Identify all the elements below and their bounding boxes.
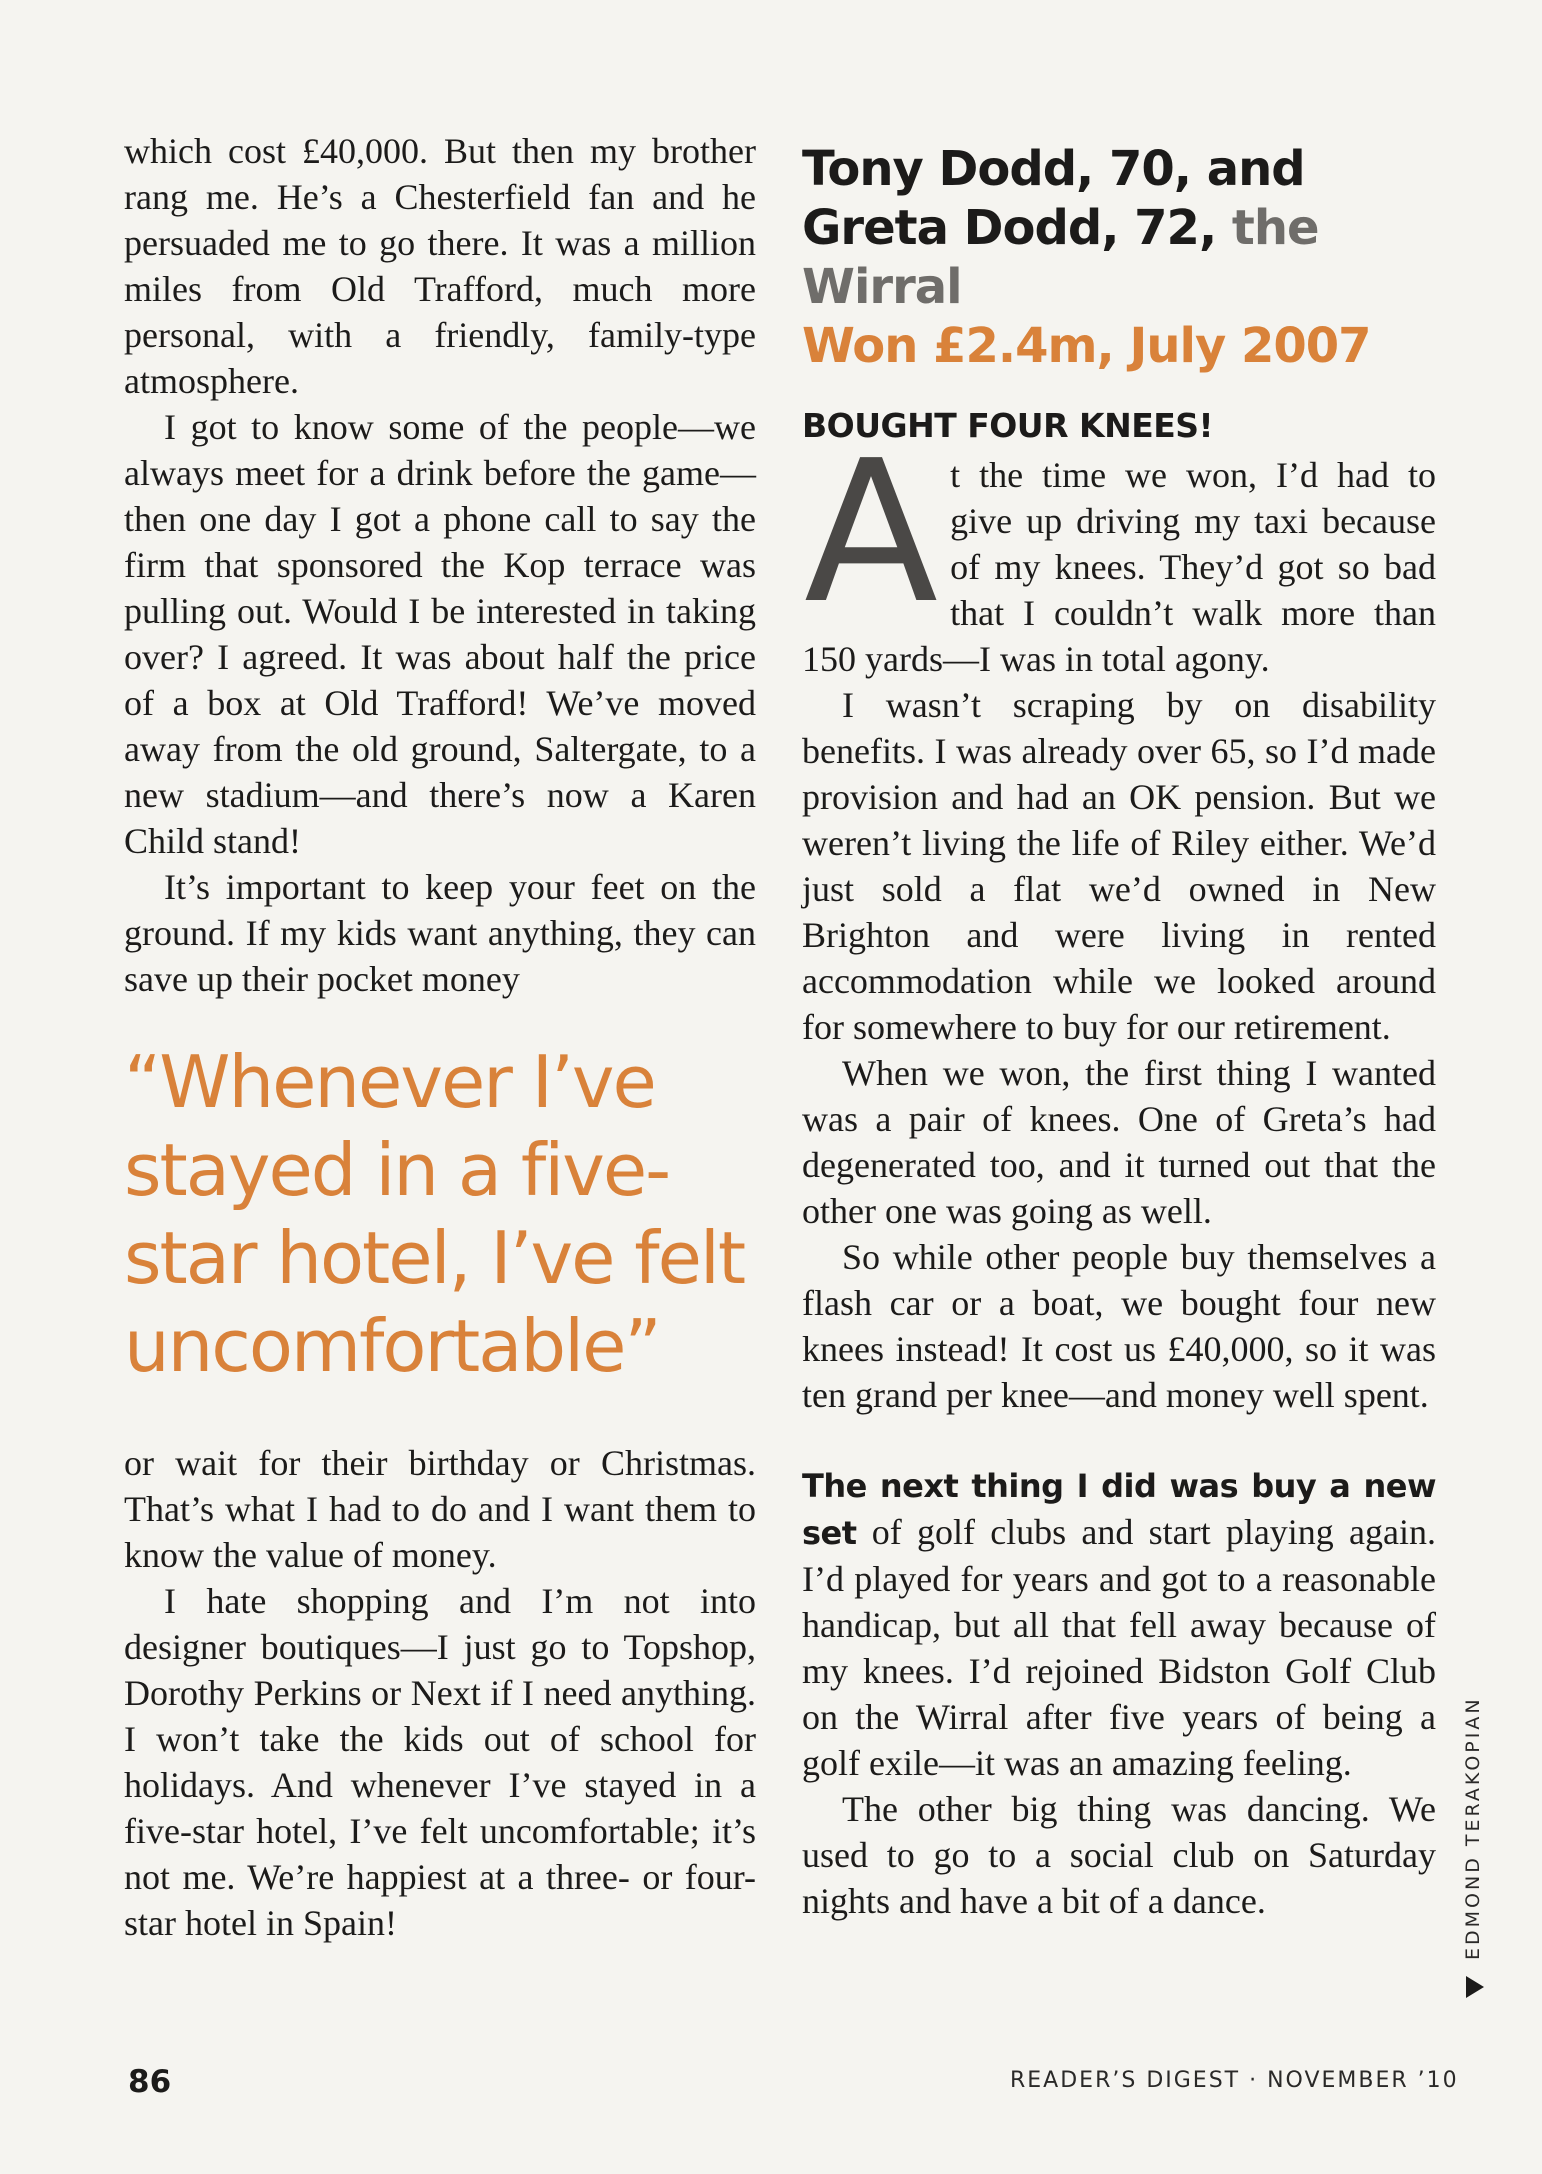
body-paragraph: I wasn’t scraping by on disability benefits. I was already over 65, so I’d made provision and had an OK pension. But we weren’t living the life of Riley either. We’d just sold a flat we’d owned in New Brighton and were living in rented accommodation while we looked around for somewhere to buy for our retirement. bbox=[802, 685, 1436, 1047]
runin-lead: The next thing I did was buy a new set bbox=[802, 1467, 1436, 1552]
right-column bbox=[802, 128, 1436, 1924]
runin-text: of golf clubs and start playing again. I’d played for years and got to a reasonable handicap, but all that fell away because of my knees. I’d rejoined Bidston Golf Club on the Wirral after five years of being a golf exile—it was an amazing feeling. bbox=[802, 1512, 1436, 1783]
left-column bbox=[124, 128, 756, 1946]
body-paragraph: It’s important to keep your feet on the ground. If my kids want anything, they can save up their pocket money bbox=[124, 867, 756, 999]
page-number: 86 bbox=[128, 2064, 172, 2100]
profile-names: Tony Dodd, 70, and Greta Dodd, 72, bbox=[802, 141, 1305, 256]
body-paragraph: So while other people buy themselves a flash car or a boat, we bought four new knees instead! It cost us £40,000, so it was ten grand per knee—and money well spent. bbox=[802, 1237, 1436, 1415]
body-paragraph: I got to know some of the people—we always meet for a drink before the game—then one day I got a phone call to say the firm that sponsored the Kop terrace was pulling out. Would I be interested in taking over? I agreed. It was about half the price of a box at Old Trafford! We’ve moved away from the old ground, Saltergate, to a new stadium—and there’s now a Karen Child stand! bbox=[124, 407, 756, 861]
section-heading: BOUGHT FOUR KNEES! bbox=[802, 406, 1214, 445]
profile-heading bbox=[802, 140, 1436, 376]
profile-win: Won £2.4m, July 2007 bbox=[802, 318, 1371, 374]
photo-credit: EDMOND TERAKOPIAN bbox=[1462, 1696, 1484, 1960]
profile-location: the Wirral bbox=[802, 200, 1319, 315]
first-paragraph-text: t the time we won, I’d had to give up driving my taxi because of my knees. They’d got so bad that I couldn’t walk more than 150 yards—I was in total agony. bbox=[802, 455, 1436, 679]
body-paragraph bbox=[802, 1462, 1436, 1786]
section-gap bbox=[802, 1418, 1436, 1462]
body-paragraph: or wait for their birthday or Christmas. That’s what I had to do and I want them to know the value of money. bbox=[124, 1443, 756, 1575]
drop-cap: A bbox=[804, 419, 939, 647]
running-footer: READER’S DIGEST · NOVEMBER ’10 bbox=[1010, 2068, 1459, 2093]
pull-quote: “Whenever I’ve stayed in a five-star hotel, I’ve felt uncomfortable” bbox=[124, 1040, 745, 1388]
continue-arrow-icon bbox=[1466, 1976, 1484, 1998]
body-paragraph: I hate shopping and I’m not into designer boutiques—I just go to Topshop, Dorothy Perkins or Next if I need anything. I won’t take the kids out of school for holidays. And whenever I’ve stayed in a five-star hotel, I’ve felt uncomfortable; it’s not me. We’re happiest at a three- or four-star hotel in Spain! bbox=[124, 1581, 756, 1943]
body-paragraph: The other big thing was dancing. We used to go to a social club on Saturday nights and have a bit of a dance. bbox=[802, 1789, 1436, 1921]
body-paragraph: When we won, the first thing I wanted was a pair of knees. One of Greta’s had degenerated too, and it turned out that the other one was going as well. bbox=[802, 1053, 1436, 1231]
body-paragraph: which cost £40,000. But then my brother rang me. He’s a Chesterfield fan and he persuaded me to go there. It was a million miles from Old Trafford, much more personal, with a friendly, family-type atmosphere. bbox=[124, 131, 756, 401]
